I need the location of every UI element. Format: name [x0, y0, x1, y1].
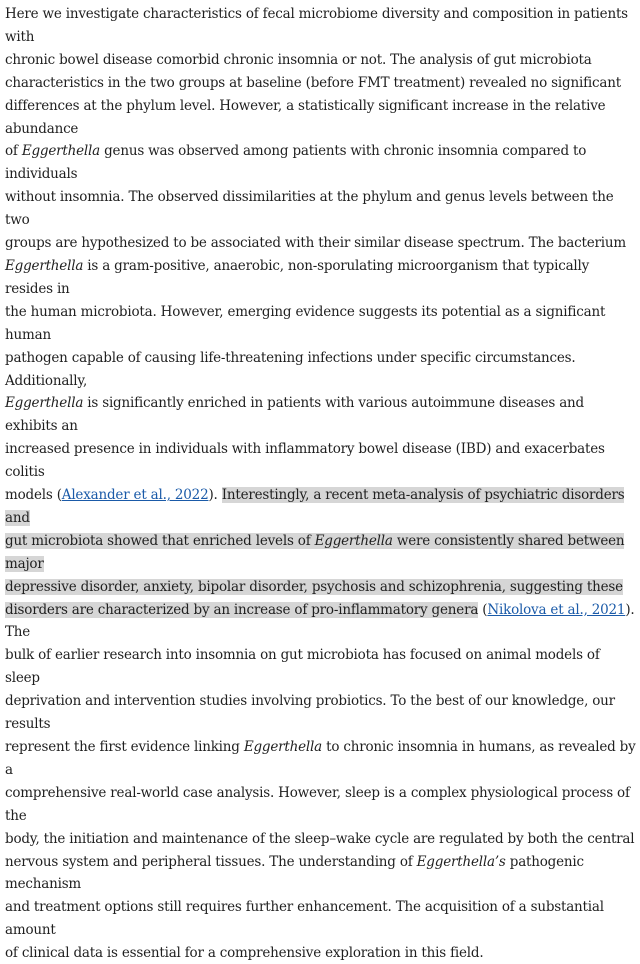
highlighted-run: Interestingly, a recent meta-analysis of psychiatric disorders and gut microbiota showed that enriched levels of — [5, 487, 625, 549]
text-run: ). The bulk of earlier research into insomnia on gut microbiota has focused on animal models of sleep deprivation and intervention studies involving probiotics. To the best of our knowledge, our results represent the first evidence linking — [5, 601, 635, 755]
genus-name: Eggerthella — [5, 395, 84, 412]
genus-name: Eggerthella’s — [416, 853, 506, 870]
highlighted-text[interactable] — [5, 487, 624, 618]
body-paragraph — [5, 3, 637, 964]
text-run: is a gram-positive, anaerobic, non-sporulating microorganism that typically resides in the human microbiota. However, emerging evidence suggests its potential as a significant human pathogen capable of causing life-threatening infections under specific circumstances. Additionally, — [5, 257, 606, 389]
text-run: genus was observed among patients with chronic insomnia compared to individuals without insomnia. The observed dissimilarities at the phylum and genus levels between the two groups are hypothesized to be associated with their similar disease spectrum. The bacterium — [5, 143, 626, 252]
text-run: is significantly enriched in patients with various autoimmune diseases and exhibits an increased presence in individuals with inflammatory bowel disease (IBD) and exacerbates colitis models ( — [5, 395, 605, 504]
text-run: pathogenic mechanism and treatment options still requires further enhancement. The acquisition of a substantial amount of clinical data is essential for a comprehensive exploration in this field. — [5, 853, 604, 962]
citation-link-alexander[interactable]: Alexander et al., 2022 — [61, 487, 209, 504]
genus-name: Eggerthella — [5, 257, 84, 274]
genus-name: Eggerthella — [314, 532, 393, 549]
citation-link-nikolova[interactable]: Nikolova et al., 2021 — [487, 601, 626, 618]
genus-name: Eggerthella — [21, 143, 101, 160]
text-run: ). — [208, 487, 222, 504]
genus-name: Eggerthella — [243, 739, 323, 755]
text-run: ( — [478, 601, 488, 618]
highlighted-run: were consistently shared between major depressive disorder, anxiety, bipolar disorder, psychosis and schizophrenia, suggesting these disorders are characterized by an increase of pro-inflammatory genera — [5, 532, 625, 618]
text-run: Here we investigate characteristics of fecal microbiome diversity and composition in patients with chronic bowel disease comorbid chronic insomnia or not. The analysis of gut microbiota characteristics in the two groups at baseline (before FMT treatment) revealed no significant differences at the phylum level. However, a statistically significant increase in the relative abundance of — [5, 6, 628, 160]
text-run: to chronic insomnia in humans, as revealed by a comprehensive real-world case analysis. However, sleep is a complex physiological process of the body, the initiation and maintenance of the sleep–wake cycle are regulated by both the central nervous system and peripheral tissues. The understanding of — [5, 739, 636, 870]
